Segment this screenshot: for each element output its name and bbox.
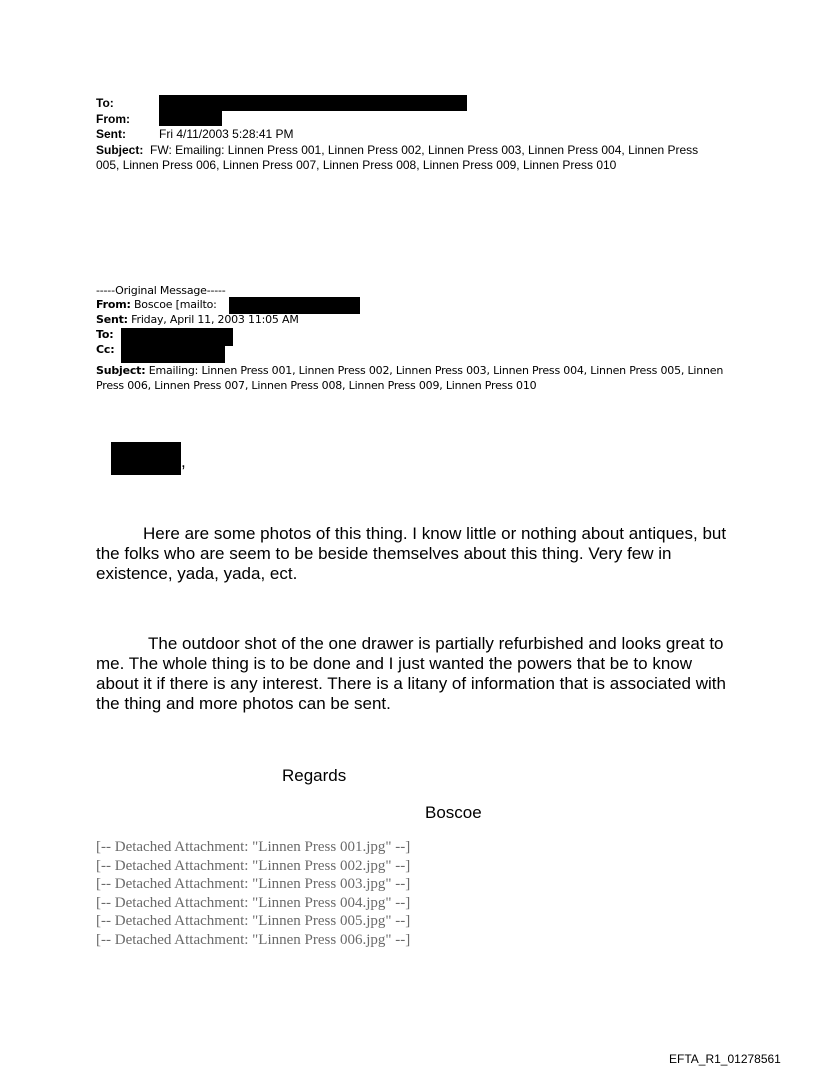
redaction-box (111, 442, 181, 475)
original-to-row (96, 328, 113, 342)
document-id: EFTA_R1_01278561 (669, 1052, 781, 1066)
original-from-label: From: (96, 298, 131, 311)
original-sent-value: Friday, April 11, 2003 11:05 AM (131, 313, 299, 326)
closing: Regards (282, 766, 347, 785)
header-subject (96, 143, 706, 173)
header-to-label: To: (96, 96, 114, 110)
attachment-item: [-- Detached Attachment: "Linnen Press 006.jpg" --] (96, 931, 411, 948)
body-paragraph-1-text: Here are some photos of this thing. I know little or nothing about antiques, but the folks who are seem to be beside themselves about this thing. Very few in existence, yada, yada, ect. (96, 524, 727, 583)
body-paragraph-2 (96, 634, 736, 714)
attachment-item: [-- Detached Attachment: "Linnen Press 005.jpg" --] (96, 913, 411, 929)
signature: Boscoe (425, 803, 482, 822)
attachment-item: [-- Detached Attachment: "Linnen Press 003.jpg" --] (96, 876, 411, 892)
redaction-box (159, 111, 222, 126)
redaction-box (159, 95, 467, 111)
original-subject (96, 363, 726, 393)
original-cc-label: Cc: (96, 343, 115, 356)
attachment-item: [-- Detached Attachment: "Linnen Press 002.jpg" --] (96, 857, 411, 874)
header-sent-row (96, 127, 294, 141)
body-paragraph-1 (96, 524, 736, 584)
body-paragraph-2-text: The outdoor shot of the one drawer is partially refurbished and looks great to me. The whole thing is to be done and I just wanted the powers that be to know about it if there is any interest. There is a litany of information that is associated with the thing and more photos can be sent. (96, 634, 726, 713)
original-sent-row (96, 313, 299, 327)
original-from-row (96, 298, 217, 312)
original-from-value: Boscoe [mailto: (133, 298, 217, 311)
header-sent-value: Fri 4/11/2003 5:28:41 PM (159, 127, 294, 141)
redaction-box (121, 328, 233, 346)
header-sent-label: Sent: (96, 127, 126, 141)
header-to-row (96, 96, 114, 110)
attachment-item: [-- Detached Attachment: "Linnen Press 001.jpg" --] (96, 839, 411, 855)
header-from-row (96, 112, 130, 126)
original-subject-label: Subject: (96, 364, 146, 377)
attachment-list (96, 838, 410, 949)
original-cc-row (96, 343, 114, 357)
original-sent-label: Sent: (96, 313, 128, 326)
redaction-box (229, 297, 360, 314)
attachment-item: [-- Detached Attachment: "Linnen Press 004.jpg" --] (96, 894, 411, 911)
original-to-label: To: (96, 328, 114, 341)
original-subject-value: Emailing: Linnen Press 001, Linnen Press 002, Linnen Press 003, Linnen Press 004, Linnen Press 005, Linnen Press 006, Linnen Press 007, Linnen Press 008, Linnen Press 009, Linnen Press 010 (96, 364, 724, 392)
header-from-label: From: (96, 112, 130, 126)
redaction-box (121, 346, 225, 363)
greeting-punctuation: , (181, 452, 186, 471)
header-subject-value: FW: Emailing: Linnen Press 001, Linnen Press 002, Linnen Press 003, Linnen Press 004, Linnen Press 005, Linnen Press 006, Linnen Press 007, Linnen Press 008, Linnen Press 009, Linnen Press 010 (96, 143, 699, 172)
header-subject-label: Subject: (96, 143, 144, 157)
original-message-separator: -----Original Message----- (96, 284, 226, 297)
